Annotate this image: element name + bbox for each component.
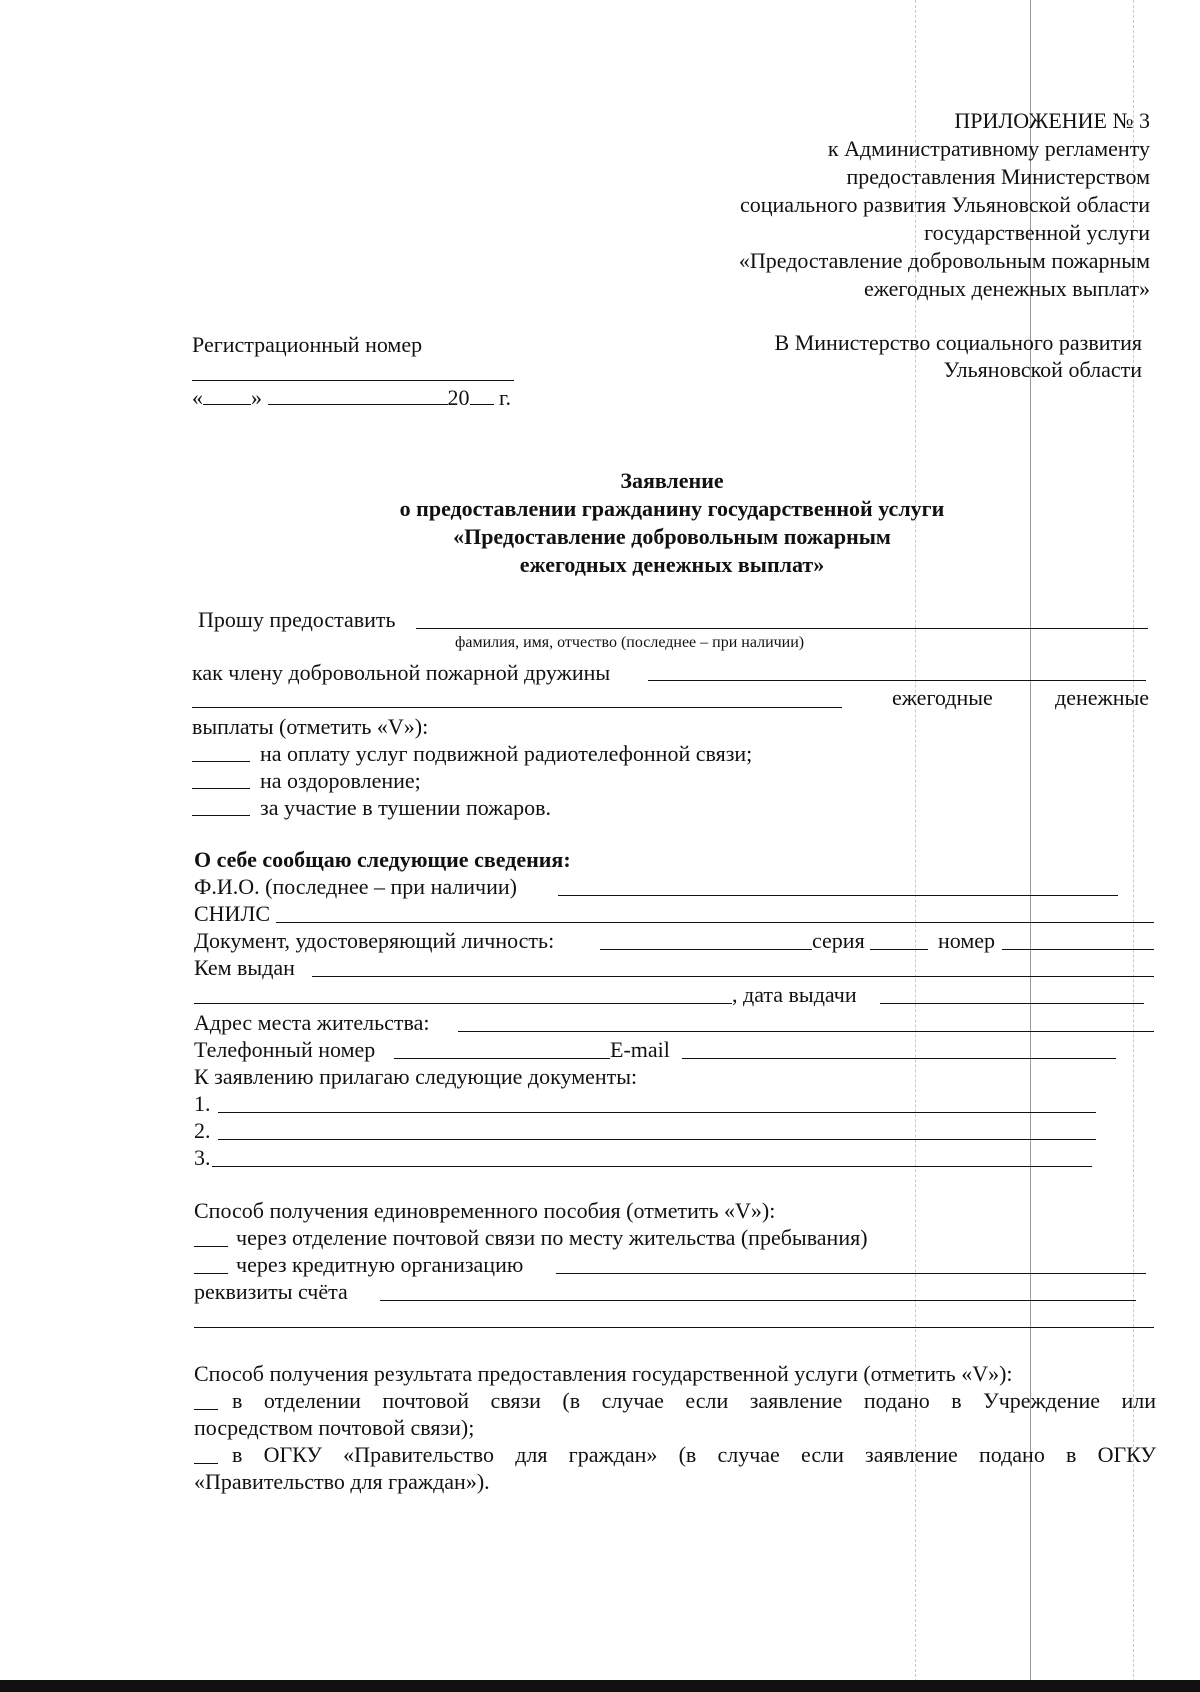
fio-label: Ф.И.О. (последнее – при наличии) xyxy=(194,874,517,899)
result-mfc-checkbox[interactable] xyxy=(194,1463,218,1464)
header-line: социального развития Ульяновской области xyxy=(739,192,1150,217)
document-subtitle: о предоставлении гражданину государственной услуги xyxy=(399,496,945,521)
document-subtitle: ежегодных денежных выплат» xyxy=(519,552,825,577)
document-title: Заявление xyxy=(620,468,724,493)
date-day-field[interactable] xyxy=(203,404,251,405)
header-line: «Предоставление добровольным пожарным xyxy=(738,248,1150,273)
issued-by-field-2[interactable] xyxy=(194,1003,732,1004)
attach-item-field[interactable] xyxy=(218,1139,1096,1140)
date-year-prefix: 20 xyxy=(447,385,470,410)
result-post-label-cont: посредством почтовой связи); xyxy=(194,1415,475,1440)
attach-item-number: 2. xyxy=(194,1118,211,1143)
payment-option-label: на оплату услуг подвижной радиотелефонной связи; xyxy=(260,741,753,766)
issued-by-field[interactable] xyxy=(312,976,1154,977)
document-subtitle: «Предоставление добровольным пожарным xyxy=(453,524,891,549)
addressee-line: Ульяновской области xyxy=(943,357,1142,382)
registration-date xyxy=(192,385,511,411)
credit-org-field[interactable] xyxy=(556,1273,1146,1274)
snils-field[interactable] xyxy=(276,922,1154,923)
id-doc-field[interactable] xyxy=(600,949,812,950)
registration-label: Регистрационный номер xyxy=(192,332,423,357)
attach-item-number: 3. xyxy=(194,1145,211,1170)
squad-name-field[interactable] xyxy=(648,680,1146,681)
snils-label: СНИЛС xyxy=(194,901,271,926)
appendix-number: ПРИЛОЖЕНИЕ № 3 xyxy=(954,108,1150,133)
attach-item-field[interactable] xyxy=(218,1112,1096,1113)
issued-by-label: Кем выдан xyxy=(194,955,295,980)
benefit-heading: Способ получения единовременного пособия (отметить «V»): xyxy=(194,1198,776,1223)
name-hint: фамилия, имя, отчество (последнее – при наличии) xyxy=(455,634,805,651)
attach-item-number: 1. xyxy=(194,1091,211,1116)
payment-option-label: на оздоровление; xyxy=(260,768,421,793)
payment-option-checkbox[interactable] xyxy=(192,815,250,816)
benefit-credit-label: через кредитную организацию xyxy=(236,1252,524,1277)
header-line: предоставления Министерством xyxy=(846,164,1150,189)
attach-label: К заявлению прилагаю следующие документы: xyxy=(194,1064,638,1089)
addressee-line: В Министерство социального развития xyxy=(774,330,1142,355)
number-label: номер xyxy=(938,928,996,953)
payment-option-checkbox[interactable] xyxy=(192,761,250,762)
issue-date-field[interactable] xyxy=(880,1003,1144,1004)
about-heading: О себе сообщаю следующие сведения: xyxy=(194,847,571,872)
date-quote-close: » xyxy=(251,385,262,410)
payments-label: выплаты (отметить «V»): xyxy=(192,714,429,739)
benefit-credit-checkbox[interactable] xyxy=(194,1273,228,1274)
account-field-2[interactable] xyxy=(194,1327,1154,1328)
scan-bottom-border xyxy=(0,1680,1200,1692)
phone-label: Телефонный номер xyxy=(194,1037,376,1062)
benefit-post-label: через отделение почтовой связи по месту жительства (пребывания) xyxy=(236,1225,868,1250)
header-line: к Административному регламенту xyxy=(827,136,1150,161)
series-field[interactable] xyxy=(870,949,928,950)
squad-name-field-2[interactable] xyxy=(192,707,842,708)
result-heading: Способ получения результата предоставления государственной услуги (отметить «V»): xyxy=(194,1361,1013,1386)
annual-word: ежегодные xyxy=(892,685,993,710)
result-post-checkbox[interactable] xyxy=(194,1409,218,1410)
member-label: как члену добровольной пожарной дружины xyxy=(192,660,611,685)
payment-option-label: за участие в тушении пожаров. xyxy=(260,795,552,820)
result-mfc-label: в ОГКУ «Правительство для граждан» (в случае если заявление подано в ОГКУ xyxy=(232,1442,1156,1467)
money-word: денежные xyxy=(1055,685,1150,710)
registration-number-field[interactable] xyxy=(192,380,514,381)
number-field[interactable] xyxy=(1002,949,1154,950)
address-field[interactable] xyxy=(458,1031,1154,1032)
email-label: E-mail xyxy=(610,1037,670,1062)
attach-item-field[interactable] xyxy=(212,1166,1092,1167)
header-line: ежегодных денежных выплат» xyxy=(863,276,1150,301)
header-line: государственной услуги xyxy=(924,220,1150,245)
payment-option-checkbox[interactable] xyxy=(192,788,250,789)
result-mfc-label-cont: «Правительство для граждан»). xyxy=(194,1469,490,1494)
fio-field[interactable] xyxy=(558,895,1118,896)
phone-field[interactable] xyxy=(394,1058,610,1059)
issue-date-label: , дата выдачи xyxy=(732,982,857,1007)
series-label: серия xyxy=(812,928,865,953)
account-label: реквизиты счёта xyxy=(194,1279,348,1304)
result-post-label: в отделении почтовой связи (в случае если заявление подано в Учреждение или xyxy=(232,1388,1156,1413)
id-doc-label: Документ, удостоверяющий личность: xyxy=(194,928,555,953)
date-quote-open: « xyxy=(192,385,203,410)
date-year-field[interactable] xyxy=(470,404,494,405)
date-year-suffix: г. xyxy=(499,385,512,410)
date-month-field[interactable] xyxy=(268,404,448,405)
applicant-name-field[interactable] xyxy=(416,628,1148,629)
account-field[interactable] xyxy=(380,1300,1136,1301)
email-field[interactable] xyxy=(682,1058,1116,1059)
benefit-post-checkbox[interactable] xyxy=(194,1246,228,1247)
address-label: Адрес места жительства: xyxy=(194,1010,430,1035)
request-prefix: Прошу предоставить xyxy=(198,607,396,632)
